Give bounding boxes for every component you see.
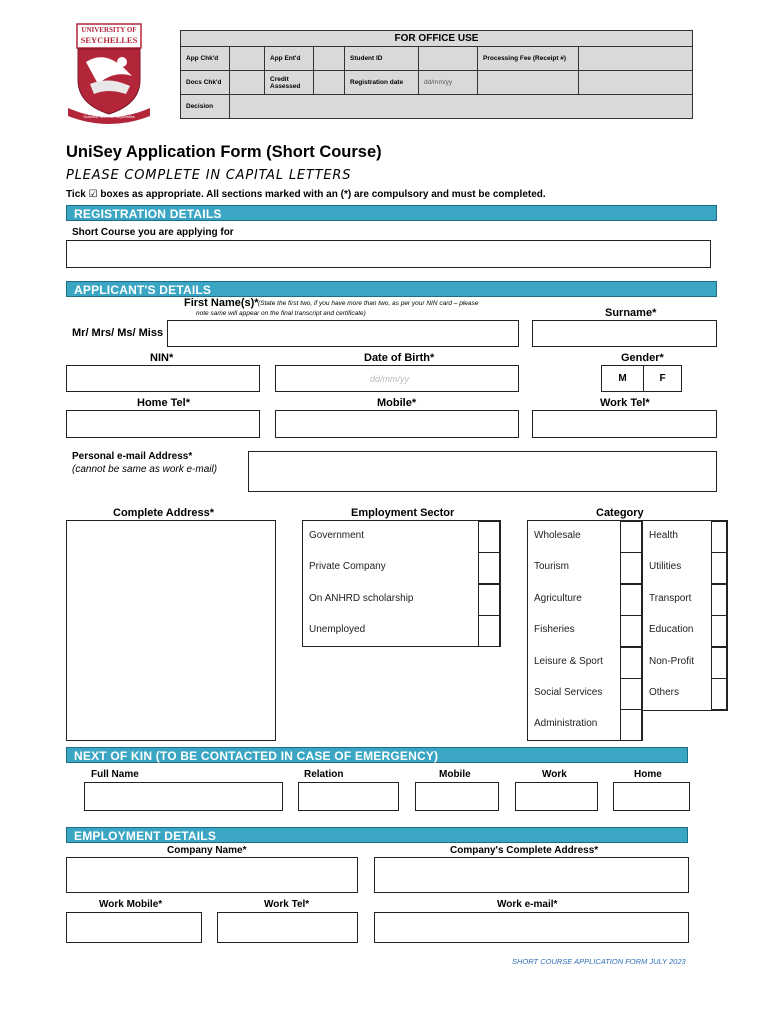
email-note: (cannot be same as work e-mail)	[72, 464, 218, 475]
page-subtitle: PLEASE COMPLETE IN CAPITAL LETTERS	[66, 168, 352, 183]
app-entd-cell[interactable]	[314, 47, 345, 71]
sector-anhrd: On ANHRD scholarship	[309, 593, 414, 604]
employment-work-tel-input[interactable]	[217, 912, 358, 943]
logo-line1: UNIVERSITY OF	[81, 26, 137, 34]
instructions: Tick ☑ boxes as appropriate. All sections marked with an (*) are compulsory and must be completed.	[66, 189, 546, 200]
category-leisure: Leisure & Sport	[534, 656, 603, 667]
address-label: Complete Address*	[113, 507, 215, 519]
sector-anhrd-tick[interactable]	[478, 584, 500, 616]
category-leisure-tick[interactable]	[620, 647, 642, 679]
category-agriculture-tick[interactable]	[620, 584, 642, 616]
category-group-right	[642, 520, 728, 711]
surname-label: Surname*	[605, 307, 657, 319]
work-tel-input[interactable]	[532, 410, 717, 438]
sector-private-tick[interactable]	[478, 552, 500, 584]
kin-home-input[interactable]	[613, 782, 690, 811]
company-address-label: Company's Complete Address*	[450, 845, 599, 856]
first-name-label: First Name(s)*	[184, 297, 259, 309]
employment-band: EMPLOYMENT DETAILS	[66, 827, 688, 843]
email-input[interactable]	[248, 451, 717, 492]
category-wholesale: Wholesale	[534, 530, 581, 541]
logo-motto: Scientia, Mors ad Seychelles	[83, 114, 135, 119]
nin-label: NIN*	[150, 352, 174, 364]
work-tel-label: Work Tel*	[600, 397, 650, 409]
mobile-input[interactable]	[275, 410, 519, 438]
page-title: UniSey Application Form (Short Course)	[66, 143, 382, 161]
student-id-cell[interactable]	[419, 47, 478, 71]
category-education-tick[interactable]	[711, 615, 727, 647]
gender-m[interactable]	[601, 365, 644, 392]
gender-f[interactable]	[643, 365, 682, 392]
sector-unemployed-tick[interactable]	[478, 615, 500, 647]
kin-full-name-label: Full Name	[91, 769, 139, 780]
decision-label: Decision	[181, 95, 230, 119]
docs-chkd-cell[interactable]	[230, 71, 265, 95]
surname-input[interactable]	[532, 320, 717, 347]
category-label: Category	[596, 507, 644, 519]
kin-work-label: Work	[542, 769, 567, 780]
title-label: Mr/ Mrs/ Ms/ Miss	[72, 327, 164, 339]
address-input[interactable]	[66, 520, 276, 741]
kin-band: NEXT OF KIN (TO BE CONTACTED IN CASE OF EMERGENCY)	[66, 747, 688, 763]
kin-mobile-label: Mobile	[439, 769, 471, 780]
work-mobile-label: Work Mobile*	[99, 899, 163, 910]
sector-government-tick[interactable]	[478, 521, 500, 553]
registration-band: REGISTRATION DETAILS	[66, 205, 717, 221]
dob-input[interactable]	[275, 365, 519, 392]
gender-f-label: F	[659, 373, 666, 384]
work-email-label: Work e-mail*	[497, 899, 558, 910]
dob-label: Date of Birth*	[364, 352, 435, 364]
category-utilities-tick[interactable]	[711, 552, 727, 584]
category-transport: Transport	[649, 593, 692, 604]
nin-input[interactable]	[66, 365, 260, 392]
blank-cell	[478, 71, 579, 95]
dob-placeholder: dd/mm/yy	[370, 374, 410, 384]
category-tourism: Tourism	[534, 561, 570, 572]
work-email-input[interactable]	[374, 912, 689, 943]
sector-unemployed: Unemployed	[309, 624, 366, 635]
mobile-label: Mobile*	[377, 397, 417, 409]
app-chkd-label: App Chk'd	[181, 47, 230, 71]
course-label: Short Course you are applying for	[72, 227, 234, 238]
category-tourism-tick[interactable]	[620, 552, 642, 584]
gender-m-label: M	[618, 373, 627, 384]
category-administration-tick[interactable]	[620, 709, 642, 741]
kin-relation-input[interactable]	[298, 782, 399, 811]
category-utilities: Utilities	[649, 561, 682, 572]
company-name-input[interactable]	[66, 857, 358, 893]
work-mobile-input[interactable]	[66, 912, 202, 943]
home-tel-input[interactable]	[66, 410, 260, 438]
kin-work-input[interactable]	[515, 782, 598, 811]
blank-cell-2	[579, 71, 693, 95]
category-transport-tick[interactable]	[711, 584, 727, 616]
office-use-title: FOR OFFICE USE	[181, 31, 693, 47]
docs-chkd-label: Docs Chk'd	[181, 71, 230, 95]
logo-line2: SEYCHELLES	[80, 35, 138, 45]
app-entd-label: App Ent'd	[265, 47, 314, 71]
category-others-tick[interactable]	[711, 678, 727, 710]
category-others: Others	[649, 687, 680, 698]
credit-assessed-label: Credit Assessed	[265, 71, 314, 95]
company-address-input[interactable]	[374, 857, 689, 893]
registration-date-cell[interactable]: dd/mm/yy	[419, 71, 478, 95]
kin-home-label: Home	[634, 769, 662, 780]
sector-government: Government	[309, 530, 365, 541]
category-wholesale-tick[interactable]	[620, 521, 642, 553]
email-label: Personal e-mail Address*	[72, 451, 193, 462]
category-health: Health	[649, 530, 678, 541]
processing-fee-cell[interactable]	[579, 47, 693, 71]
kin-full-name-input[interactable]	[84, 782, 283, 811]
company-name-label: Company Name*	[167, 845, 247, 856]
first-name-note: (State the first two, if you have more than two, as per your NIN card – please note same will appear on the final transcript and certificate)	[196, 300, 479, 317]
gender-label: Gender*	[621, 352, 664, 364]
category-administration: Administration	[534, 718, 598, 729]
home-tel-label: Home Tel*	[137, 397, 190, 409]
category-group-left	[527, 520, 643, 741]
kin-mobile-input[interactable]	[415, 782, 499, 811]
kin-relation-label: Relation	[304, 769, 344, 780]
credit-assessed-cell[interactable]	[314, 71, 345, 95]
category-social: Social Services	[534, 687, 603, 698]
category-nonprofit-tick[interactable]	[711, 647, 727, 679]
office-use-table	[180, 30, 693, 119]
decision-cell[interactable]	[230, 95, 693, 119]
category-agriculture: Agriculture	[534, 593, 582, 604]
registration-date-label: Registration date	[345, 71, 419, 95]
category-education: Education	[649, 624, 694, 635]
category-health-tick[interactable]	[711, 521, 727, 553]
employment-work-tel-label: Work Tel*	[264, 899, 310, 910]
processing-fee-label: Processing Fee (Receipt #)	[478, 47, 579, 71]
category-nonprofit: Non-Profit	[649, 656, 695, 667]
sector-group	[302, 520, 501, 647]
category-fisheries: Fisheries	[534, 624, 575, 635]
course-input[interactable]	[66, 240, 711, 268]
sector-label: Employment Sector	[351, 507, 455, 519]
sector-private: Private Company	[309, 561, 386, 572]
first-name-input[interactable]	[167, 320, 519, 347]
footer-text: SHORT COURSE APPLICATION FORM JULY 2023	[512, 957, 686, 966]
category-social-tick[interactable]	[620, 678, 642, 710]
university-logo	[64, 22, 154, 128]
category-fisheries-tick[interactable]	[620, 615, 642, 647]
app-chkd-cell[interactable]	[230, 47, 265, 71]
applicant-band: APPLICANT'S DETAILS	[66, 281, 717, 297]
student-id-label: Student ID	[345, 47, 419, 71]
